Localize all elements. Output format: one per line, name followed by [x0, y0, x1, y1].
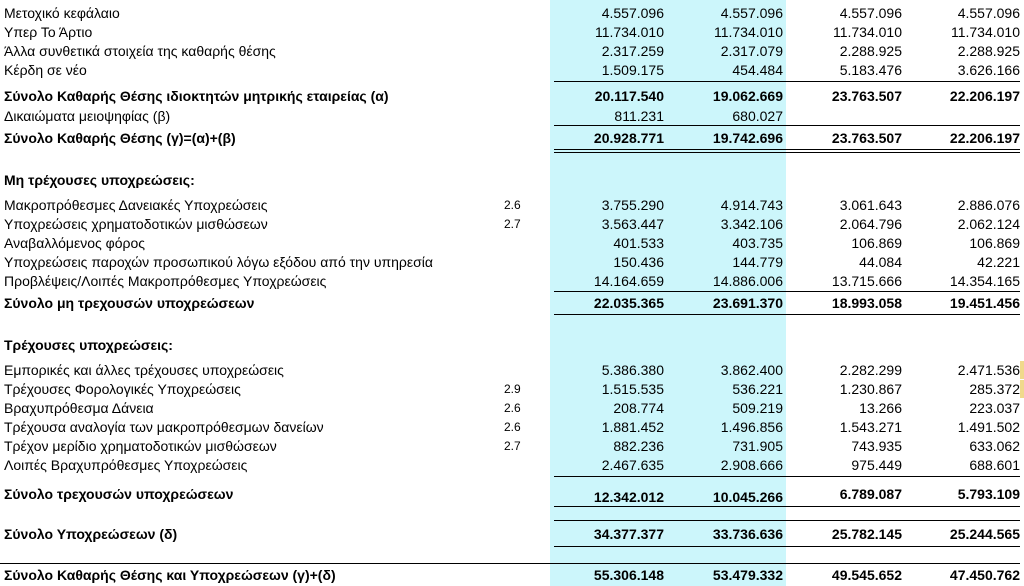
note-ref: 2.9 — [504, 382, 521, 396]
value-col-2: 680.027 — [732, 108, 783, 124]
table-row — [0, 215, 1024, 234]
row-label: Δικαιώματα μειοψηφίας (β) — [4, 108, 171, 124]
row-label: Υποχρεώσεις χρηματοδοτικών μισθώσεων — [4, 216, 268, 232]
row-label: Άλλα συνθετικά στοιχεία της καθαρής θέσης — [4, 43, 276, 59]
row-label: Σύνολο Υποχρεώσεων (δ) — [4, 526, 178, 542]
value-col-1: 55.306.148 — [593, 567, 664, 583]
value-col-1: 12.342.012 — [593, 489, 664, 505]
row-label: Τρέχον μερίδιο χρηματοδοτικών μισθώσεων — [4, 438, 277, 454]
table-row — [0, 107, 1024, 126]
value-col-2: 2.908.666 — [720, 457, 783, 473]
value-col-4: 4.557.096 — [957, 5, 1020, 21]
value-col-3: 2.282.299 — [839, 362, 902, 378]
value-col-4: 19.451.456 — [949, 295, 1020, 311]
value-col-2: 144.779 — [732, 254, 783, 270]
value-col-4: 106.869 — [969, 235, 1020, 251]
value-col-1: 401.533 — [613, 235, 664, 251]
cell-edge-marker — [1020, 361, 1024, 379]
value-col-4: 2.886.076 — [957, 197, 1020, 213]
value-col-3: 18.993.058 — [831, 295, 902, 311]
value-col-2: 536.221 — [732, 381, 783, 397]
row-label: Λοιπές Βραχυπρόθεσμες Υποχρεώσεις — [4, 457, 248, 473]
value-col-2: 3.342.106 — [720, 216, 783, 232]
value-col-1: 11.734.010 — [594, 24, 664, 40]
value-col-4: 47.450.762 — [949, 567, 1020, 583]
table-row — [0, 61, 1024, 80]
value-col-2: 10.045.266 — [712, 489, 783, 505]
value-col-2: 11.734.010 — [713, 24, 783, 40]
table-row — [0, 253, 1024, 272]
value-col-1: 208.774 — [613, 400, 664, 416]
value-col-3: 13.715.666 — [831, 273, 902, 289]
value-col-2: 19.062.669 — [712, 88, 783, 104]
total-rule — [554, 149, 1020, 150]
value-col-1: 1.881.452 — [601, 419, 664, 435]
value-col-1: 20.928.771 — [593, 130, 664, 146]
value-col-2: 4.557.096 — [720, 5, 783, 21]
value-col-4: 14.354.165 — [949, 273, 1020, 289]
subtotal-rule — [554, 291, 1020, 292]
section-heading-label: Τρέχουσες υποχρεώσεις: — [4, 337, 173, 353]
value-col-3: 975.449 — [851, 457, 902, 473]
table-row — [0, 456, 1024, 475]
table-row — [0, 23, 1024, 42]
row-label: Υποχρεώσεις παροχών προσωπικού λόγω εξόδου από την υπηρεσία — [4, 254, 433, 270]
value-col-3: 49.545.652 — [831, 567, 902, 583]
subtotal-rule — [554, 81, 1020, 82]
table-row — [0, 42, 1024, 61]
row-label: Προβλέψεις/Λοιπές Μακροπρόθεσμες Υποχρεώσεις — [4, 273, 327, 289]
value-col-4: 2.288.925 — [957, 43, 1020, 59]
table-row — [0, 361, 1024, 380]
value-col-1: 22.035.365 — [593, 295, 664, 311]
value-col-4: 223.037 — [969, 400, 1020, 416]
row-label: Σύνολο Καθαρής Θέσης ιδιοκτητών μητρικής εταιρείας (α) — [4, 88, 389, 104]
subtotal-row — [0, 87, 1024, 106]
value-col-2: 33.736.636 — [712, 526, 783, 542]
value-col-3: 743.935 — [851, 438, 902, 454]
note-ref: 2.7 — [504, 217, 521, 231]
value-col-2: 2.317.079 — [720, 43, 783, 59]
value-col-4: 2.471.536 — [957, 362, 1020, 378]
value-col-1: 150.436 — [613, 254, 664, 270]
value-col-2: 454.484 — [732, 62, 783, 78]
subtotal-rule — [554, 314, 1020, 315]
value-col-3: 6.789.087 — [839, 486, 902, 502]
value-col-3: 2.064.796 — [839, 216, 902, 232]
value-col-1: 2.467.635 — [601, 457, 664, 473]
note-ref: 2.7 — [504, 439, 521, 453]
note-ref: 2.6 — [504, 401, 521, 415]
subtotal-row — [0, 485, 1024, 504]
subtotal-rule — [554, 476, 1020, 477]
value-col-3: 5.183.476 — [839, 62, 902, 78]
value-col-1: 34.377.377 — [593, 526, 664, 542]
note-ref: 2.6 — [504, 198, 521, 212]
total-row — [0, 525, 1024, 544]
table-row — [0, 196, 1024, 215]
section-heading — [0, 171, 1024, 190]
value-col-3: 13.266 — [859, 400, 902, 416]
value-col-4: 5.793.109 — [957, 486, 1020, 502]
value-col-3: 11.734.010 — [832, 24, 902, 40]
row-label: Σύνολο Καθαρής Θέσης (γ)=(α)+(β) — [4, 130, 236, 146]
total-rule — [554, 546, 1020, 547]
value-col-2: 53.479.332 — [712, 567, 783, 583]
value-col-1: 14.164.659 — [593, 273, 664, 289]
value-col-1: 5.386.380 — [601, 362, 664, 378]
value-col-4: 285.372 — [969, 381, 1020, 397]
table-row — [0, 380, 1024, 399]
table-row — [0, 4, 1024, 23]
value-col-1: 3.563.447 — [601, 216, 664, 232]
value-col-2: 14.886.006 — [712, 273, 783, 289]
value-col-1: 811.231 — [614, 108, 664, 124]
value-col-4: 22.206.197 — [949, 88, 1020, 104]
value-col-4: 688.601 — [969, 457, 1020, 473]
section-heading-label: Μη τρέχουσες υποχρεώσεις: — [4, 172, 195, 188]
value-col-3: 1.230.867 — [839, 381, 902, 397]
table-row — [0, 272, 1024, 291]
row-label: Υπερ Το Άρτιο — [4, 24, 93, 40]
section-heading — [0, 336, 1024, 355]
value-col-2: 23.691.370 — [712, 295, 783, 311]
value-col-4: 2.062.124 — [957, 216, 1020, 232]
row-label: Τρέχουσες Φορολογικές Υποχρεώσεις — [4, 381, 241, 397]
value-col-1: 20.117.540 — [594, 88, 664, 104]
value-col-4: 25.244.565 — [949, 526, 1020, 542]
value-col-3: 106.869 — [851, 235, 902, 251]
row-label: Σύνολο τρεχουσών υποχρεώσεων — [4, 486, 234, 502]
value-col-4: 633.062 — [969, 438, 1020, 454]
row-label: Αναβαλλόμενος φόρος — [4, 235, 145, 251]
subtotal-rule — [554, 520, 1020, 521]
note-ref: 2.6 — [504, 420, 521, 434]
table-row — [0, 437, 1024, 456]
row-label: Σύνολο Καθαρής Θέσης και Υποχρεώσεων (γ)+(δ) — [4, 567, 336, 583]
row-label: Τρέχουσα αναλογία των μακροπρόθεσμων δανείων — [4, 419, 324, 435]
subtotal-rule — [554, 125, 1020, 126]
value-col-1: 4.557.096 — [601, 5, 664, 21]
table-row — [0, 399, 1024, 418]
value-col-3: 3.061.643 — [839, 197, 902, 213]
row-label: Μακροπρόθεσμες Δανειακές Υποχρεώσεις — [4, 197, 268, 213]
value-col-2: 4.914.743 — [720, 197, 783, 213]
total-row — [0, 129, 1024, 148]
row-label: Κέρδη σε νέο — [4, 62, 87, 78]
value-col-2: 403.735 — [732, 235, 783, 251]
table-row — [0, 418, 1024, 437]
value-col-3: 23.763.507 — [831, 88, 902, 104]
subtotal-rule — [554, 506, 1020, 507]
value-col-1: 882.236 — [613, 438, 664, 454]
value-col-1: 1.515.535 — [601, 381, 664, 397]
value-col-3: 23.763.507 — [831, 130, 902, 146]
value-col-1: 2.317.259 — [601, 43, 664, 59]
value-col-4: 22.206.197 — [949, 130, 1020, 146]
value-col-4: 42.221 — [977, 254, 1020, 270]
value-col-2: 19.742.696 — [712, 130, 783, 146]
subtotal-row — [0, 294, 1024, 313]
value-col-4: 3.626.166 — [957, 62, 1020, 78]
row-label: Βραχυπρόθεσμα Δάνεια — [4, 400, 154, 416]
value-col-3: 44.084 — [859, 254, 902, 270]
value-col-1: 1.509.175 — [601, 62, 664, 78]
value-col-1: 3.755.290 — [601, 197, 664, 213]
table-row — [0, 234, 1024, 253]
total-double-rule — [554, 152, 1020, 153]
value-col-4: 1.491.502 — [957, 419, 1020, 435]
row-label: Σύνολο μη τρεχουσών υποχρεώσεων — [4, 295, 255, 311]
row-label: Μετοχικό κεφάλαιο — [4, 5, 120, 21]
value-col-2: 3.862.400 — [720, 362, 783, 378]
value-col-2: 1.496.856 — [720, 419, 783, 435]
value-col-3: 4.557.096 — [839, 5, 902, 21]
grand-total-row — [0, 566, 1024, 585]
cell-edge-marker — [1020, 380, 1024, 398]
value-col-2: 731.905 — [732, 438, 783, 454]
value-col-2: 509.219 — [732, 400, 783, 416]
row-label: Εμπορικές και άλλες τρέχουσες υποχρεώσεις — [4, 362, 284, 378]
value-col-3: 1.543.271 — [839, 419, 902, 435]
value-col-4: 11.734.010 — [950, 24, 1020, 40]
grand-total-rule — [0, 563, 1020, 564]
value-col-3: 25.782.145 — [831, 526, 902, 542]
value-col-3: 2.288.925 — [839, 43, 902, 59]
